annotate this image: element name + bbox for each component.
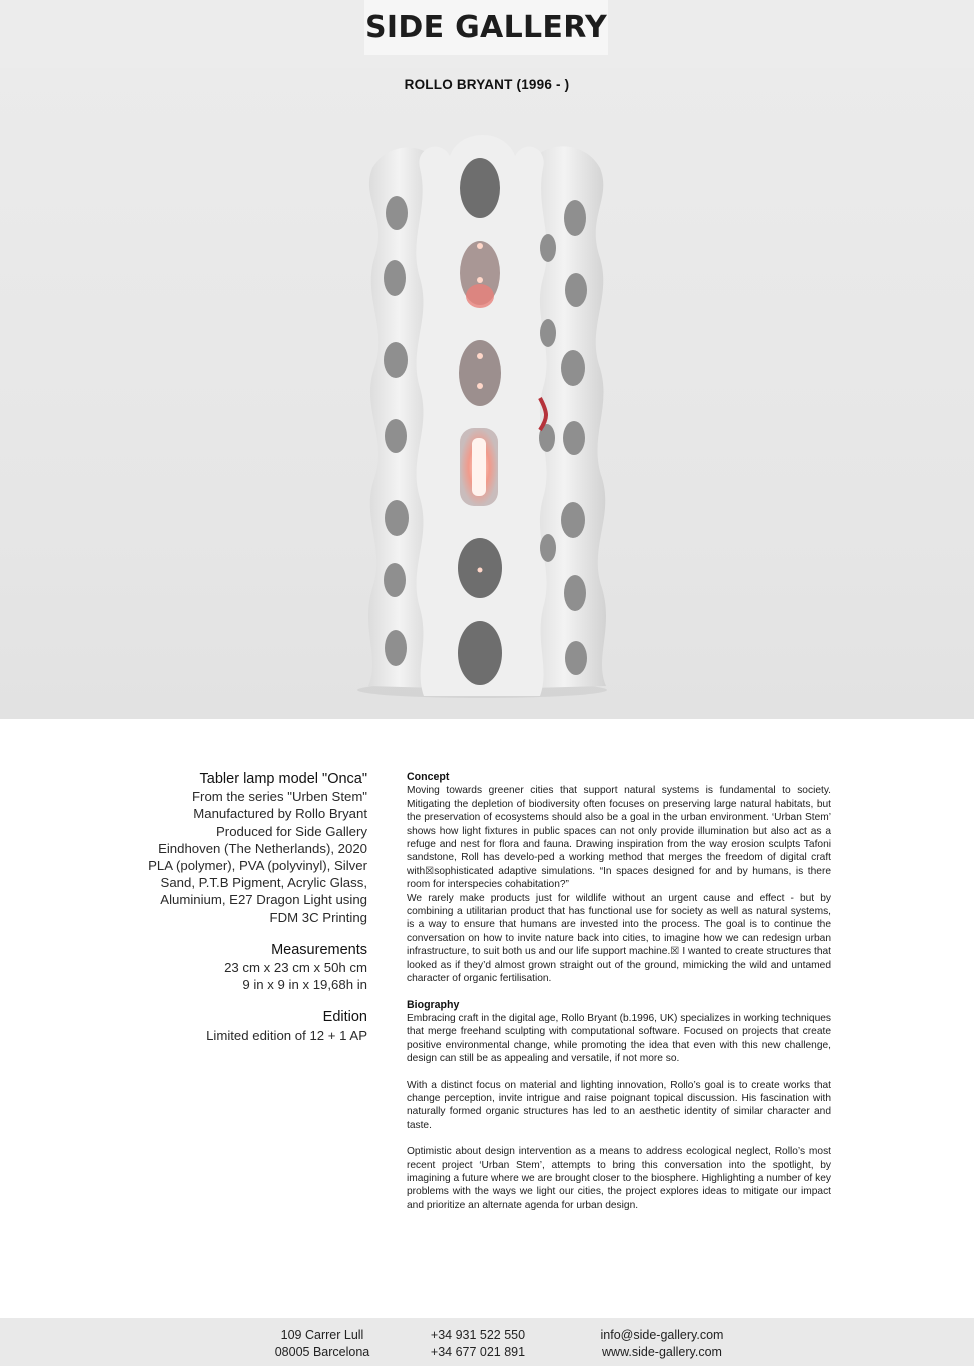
edition-heading: Edition [322,1009,367,1026]
artist-name: ROLLO BRYANT (1996 - ) [404,77,570,92]
measurements-heading: Measurements [271,941,367,958]
detail-line: Produced for Side Gallery [216,823,367,839]
biography-paragraph: Embracing craft in the digital age, Rollo Bryant (b.1996, UK) specializes in working techniques that merge freehand sculpting with computational software. Focused on projects that create positive environmental change, while promoting the idea that even with this new challenge, design can still be as appealing and versatile, if not more so. [407,1012,831,1065]
description-column [407,771,831,1212]
detail-line: FDM 3C Printing [269,909,367,925]
brand-title: SIDE GALLERY [365,10,607,45]
footer-phones [418,1327,538,1360]
footer-address [262,1327,382,1360]
detail-line: PLA (polymer), PVA (polyvinyl), Silver [148,858,367,874]
footer [0,1318,974,1366]
detail-line: Aluminium, E27 Dragon Light using [160,892,367,908]
top-bar [0,0,974,68]
biography-heading: Biography [407,998,460,1011]
detail-line: Manufactured by Rollo Bryant [193,806,367,822]
address-line: 109 Carrer Lull [280,1328,364,1342]
measurement-line: 23 cm x 23 cm x 50h cm [224,960,367,976]
concept-paragraph: Moving towards greener cities that support natural systems is fundamental to society. Mitigating the depletion of biodiversity often focuses on preserving large natural habitats, but the preservation of ecosystems should also be a goal in the urban environment. ‘Urban Stem’ shows how light fixtures in public spaces can not only provide illumination but also act as a refuge and nest for flora and fauna. Drawing inspiration from the way erosion sculpts Tafoni sandstone, Roll has develo-ped a working method that merges the freedom of digital craft with☒sophisticated adaptive simulations. “In spaces designed for and by humans, is there room for interspecies cohabitation?” [407,785,831,891]
detail-line: From the series "Urben Stem" [192,789,367,805]
artwork-title: Tabler lamp model "Onca" [199,771,367,787]
detail-line: Sand, P.T.B Pigment, Acrylic Glass, [160,875,367,891]
concept-heading: Concept [407,771,450,783]
phone-link[interactable]: +34 931 522 550 [430,1328,526,1342]
lamp-sculpture-image [0,68,974,719]
brand-box [364,0,608,55]
phone-link[interactable]: +34 677 021 891 [430,1344,526,1359]
footer-contact [582,1327,742,1360]
biography-paragraph: With a distinct focus on material and lighting innovation, Rollo’s goal is to create works that change perception, invite intrigue and raise poignant topical discussion. His fascination with naturally formed organic structures has led to an aesthetic identity of similar character and taste. [407,1079,831,1131]
address-line: 08005 Barcelona [274,1344,370,1359]
concept-paragraph: We rarely make products just for wildlife without an urgent cause and effect - but by combining a utilitarian product that has functional use for society as well as natural systems, is a way to ensure that humans are invested into the process. The goal is to continue the conversation on how to invite nature back into cities, to imagine how we can redesign urban infrastructure, to suit both us and our life support machine.☒ I wanted to create structures that looked as if they’d almost grown straight out of the ground, mimicking the wild and untamed character of organic fertilisation. [407,892,831,985]
edition-text: Limited edition of 12 + 1 AP [206,1027,367,1043]
artwork-details [107,771,367,1044]
detail-line: Eindhoven (The Netherlands), 2020 [158,840,367,856]
measurement-line: 9 in x 9 in x 19,68h in [242,977,367,993]
website-link[interactable]: www.side-gallery.com [602,1344,722,1359]
hero-image-panel [0,68,974,719]
email-link[interactable]: info@side-gallery.com [600,1328,724,1342]
biography-paragraph: Optimistic about design intervention as a means to address ecological neglect, Rollo’s most recent project ‘Urban Stem’, attempts to bring this conversation into the spotlight, by imagining a future where we are brought closer to the biosphere. Highlighting a number of key problems with the ways we light our cities, the project explores ideas to mitigate our impact and prioritize an alternate agenda for urban design. [407,1146,831,1211]
